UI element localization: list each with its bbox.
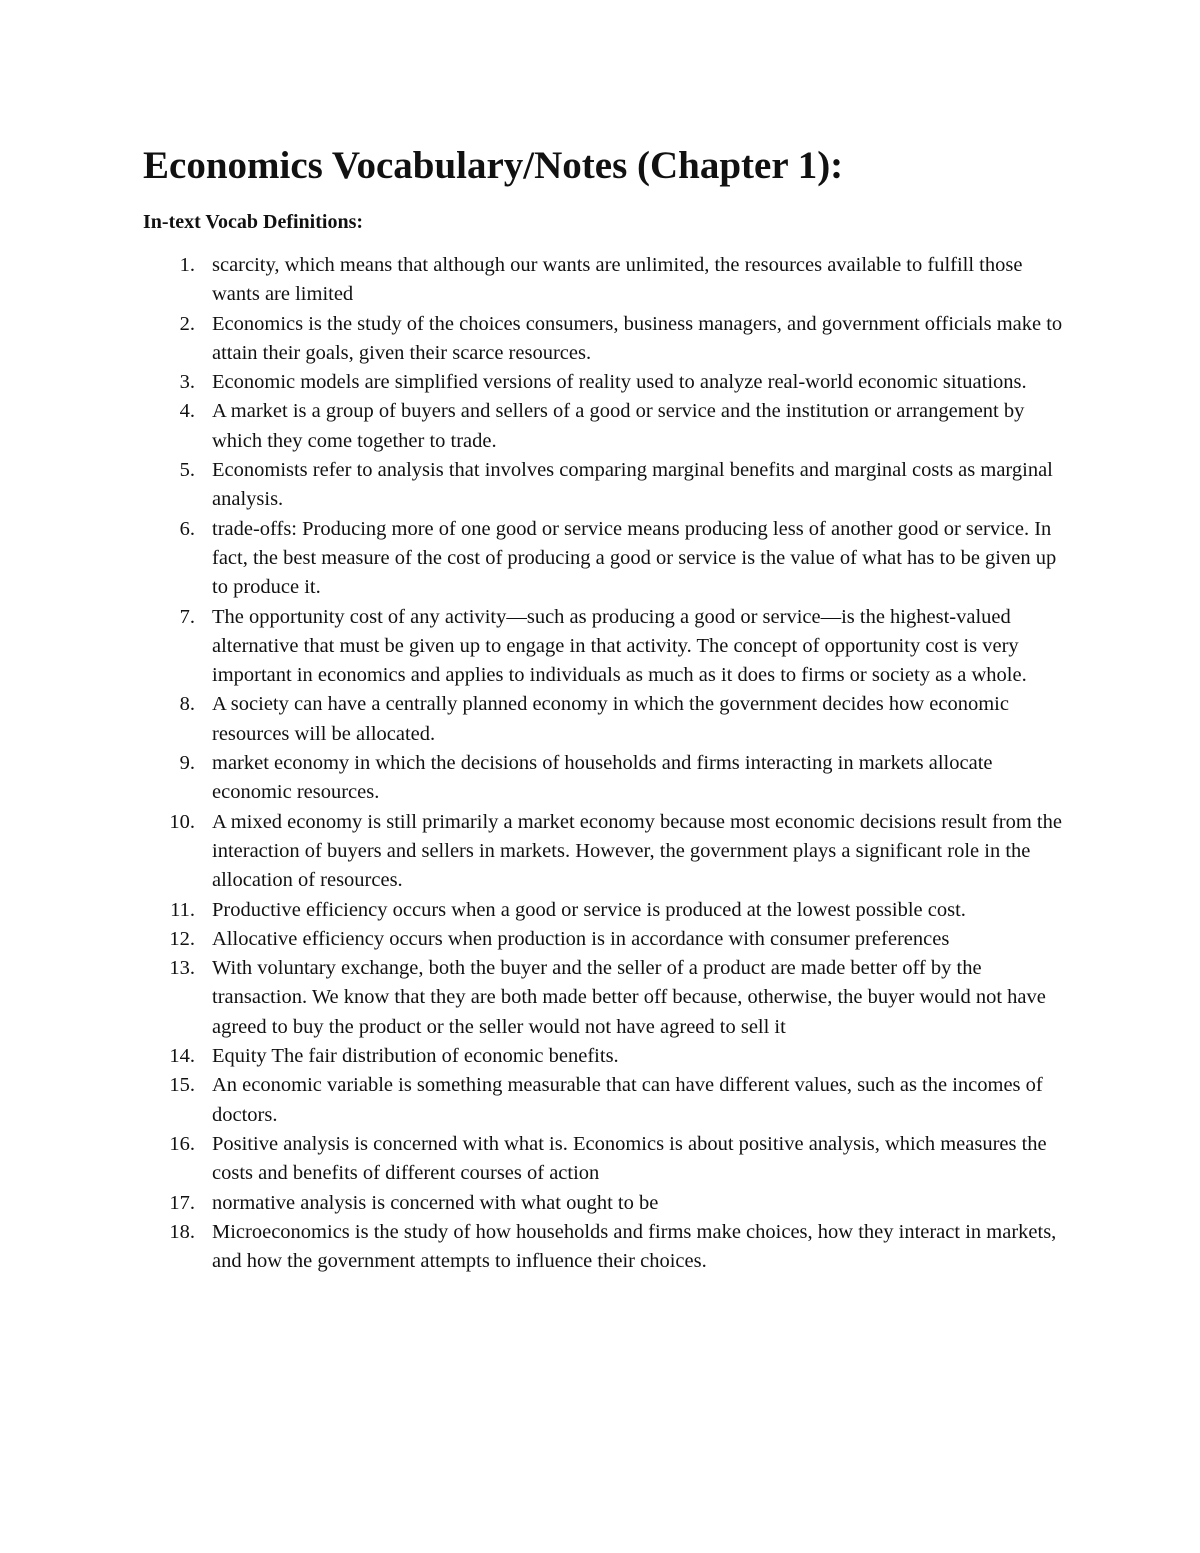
vocab-definition: Equity The fair distribution of economic benefits.	[212, 1045, 619, 1068]
vocab-number: 12.	[169, 927, 195, 950]
vocab-number: 6.	[179, 517, 195, 540]
vocab-number: 13.	[169, 957, 195, 980]
vocab-number: 16.	[169, 1132, 195, 1155]
vocab-definition: Positive analysis is concerned with what is. Economics is about positive analysis, which measures the costs and benefits of different courses of action	[212, 1132, 1047, 1185]
vocab-number: 2.	[179, 312, 195, 335]
page-title: Economics Vocabulary/Notes (Chapter 1):	[143, 144, 844, 187]
vocab-item-6	[143, 515, 1073, 603]
vocab-number: 14.	[169, 1045, 195, 1068]
vocab-item-7	[143, 603, 1073, 691]
vocab-item-2	[143, 310, 1073, 369]
vocab-definition: Economists refer to analysis that involves comparing marginal benefits and marginal costs as marginal analysis.	[212, 459, 1053, 511]
vocab-item-12	[143, 925, 1073, 954]
vocab-item-9	[143, 749, 1073, 808]
vocab-number: 9.	[179, 752, 195, 775]
vocab-number: 18.	[169, 1220, 195, 1243]
vocab-number: 8.	[179, 693, 195, 716]
vocab-number: 17.	[169, 1191, 195, 1214]
vocab-definition: scarcity, which means that although our wants are unlimited, the resources available to fulfill those wants are limited	[212, 254, 1023, 306]
vocab-definition: Microeconomics is the study of how households and firms make choices, how they interact in markets, and how the government attempts to influence their choices.	[212, 1220, 1057, 1273]
vocab-definition: A market is a group of buyers and sellers of a good or service and the institution or arrangement by which they come together to trade.	[212, 400, 1025, 452]
vocab-number: 3.	[179, 371, 195, 394]
vocab-number: 15.	[169, 1074, 195, 1097]
vocab-number: 11.	[170, 898, 195, 921]
vocab-list	[143, 251, 1073, 1276]
vocab-item-5	[143, 456, 1073, 515]
vocab-item-3	[143, 368, 1073, 397]
vocab-definition: A mixed economy is still primarily a market economy because most economic decisions result from the interaction of buyers and sellers in markets. However, the government plays a significant role in the allocation of resources.	[212, 810, 1062, 892]
vocab-item-11	[143, 896, 1073, 925]
vocab-definition: market economy in which the decisions of households and firms interacting in markets allocate economic resources.	[212, 752, 993, 804]
vocab-definition: Productive efficiency occurs when a good or service is produced at the lowest possible cost.	[212, 898, 966, 921]
vocab-item-17	[143, 1189, 1073, 1218]
vocab-number: 1.	[179, 254, 195, 276]
vocab-item-13	[143, 954, 1073, 1042]
vocab-definition: Economic models are simplified versions of reality used to analyze real-world economic situations.	[212, 371, 1027, 394]
vocab-item-8	[143, 690, 1073, 749]
vocab-definition: trade-offs: Producing more of one good or service means producing less of another good or service. In fact, the best measure of the cost of producing a good or service is the value of what has to be given up to produce it.	[212, 517, 1057, 599]
vocab-item-4	[143, 397, 1073, 456]
vocab-item-15	[143, 1071, 1073, 1130]
vocab-definition: The opportunity cost of any activity—such as producing a good or service—is the highest-valued alternative that must be given up to engage in that activity. The concept of opportunity cost is very important in economics and applies to individuals as much as it does to firms or society as a whole.	[212, 605, 1027, 687]
vocab-number: 10.	[169, 810, 195, 833]
vocab-number: 5.	[179, 459, 195, 482]
vocab-item-14	[143, 1042, 1073, 1071]
section-heading: In-text Vocab Definitions:	[143, 211, 364, 233]
vocab-definition: normative analysis is concerned with what ought to be	[212, 1191, 659, 1214]
vocab-item-10	[143, 808, 1073, 896]
vocab-item-16	[143, 1130, 1073, 1189]
vocab-definition: Economics is the study of the choices consumers, business managers, and government officials make to attain their goals, given their scarce resources.	[212, 312, 1063, 364]
vocab-item-18	[143, 1218, 1073, 1277]
vocab-definition: A society can have a centrally planned economy in which the government decides how economic resources will be allocated.	[212, 693, 1009, 745]
vocab-definition: With voluntary exchange, both the buyer and the seller of a product are made better off by the transaction. We know that they are both made better off because, otherwise, the buyer would not have agreed to buy the product or the seller would not have agreed to sell it	[212, 957, 1046, 1038]
vocab-number: 4.	[179, 400, 195, 423]
vocab-definition: Allocative efficiency occurs when production is in accordance with consumer preferences	[212, 927, 950, 950]
vocab-item-1	[143, 251, 1073, 310]
vocab-definition: An economic variable is something measurable that can have different values, such as the incomes of doctors.	[212, 1074, 1043, 1126]
vocab-number: 7.	[179, 605, 195, 628]
